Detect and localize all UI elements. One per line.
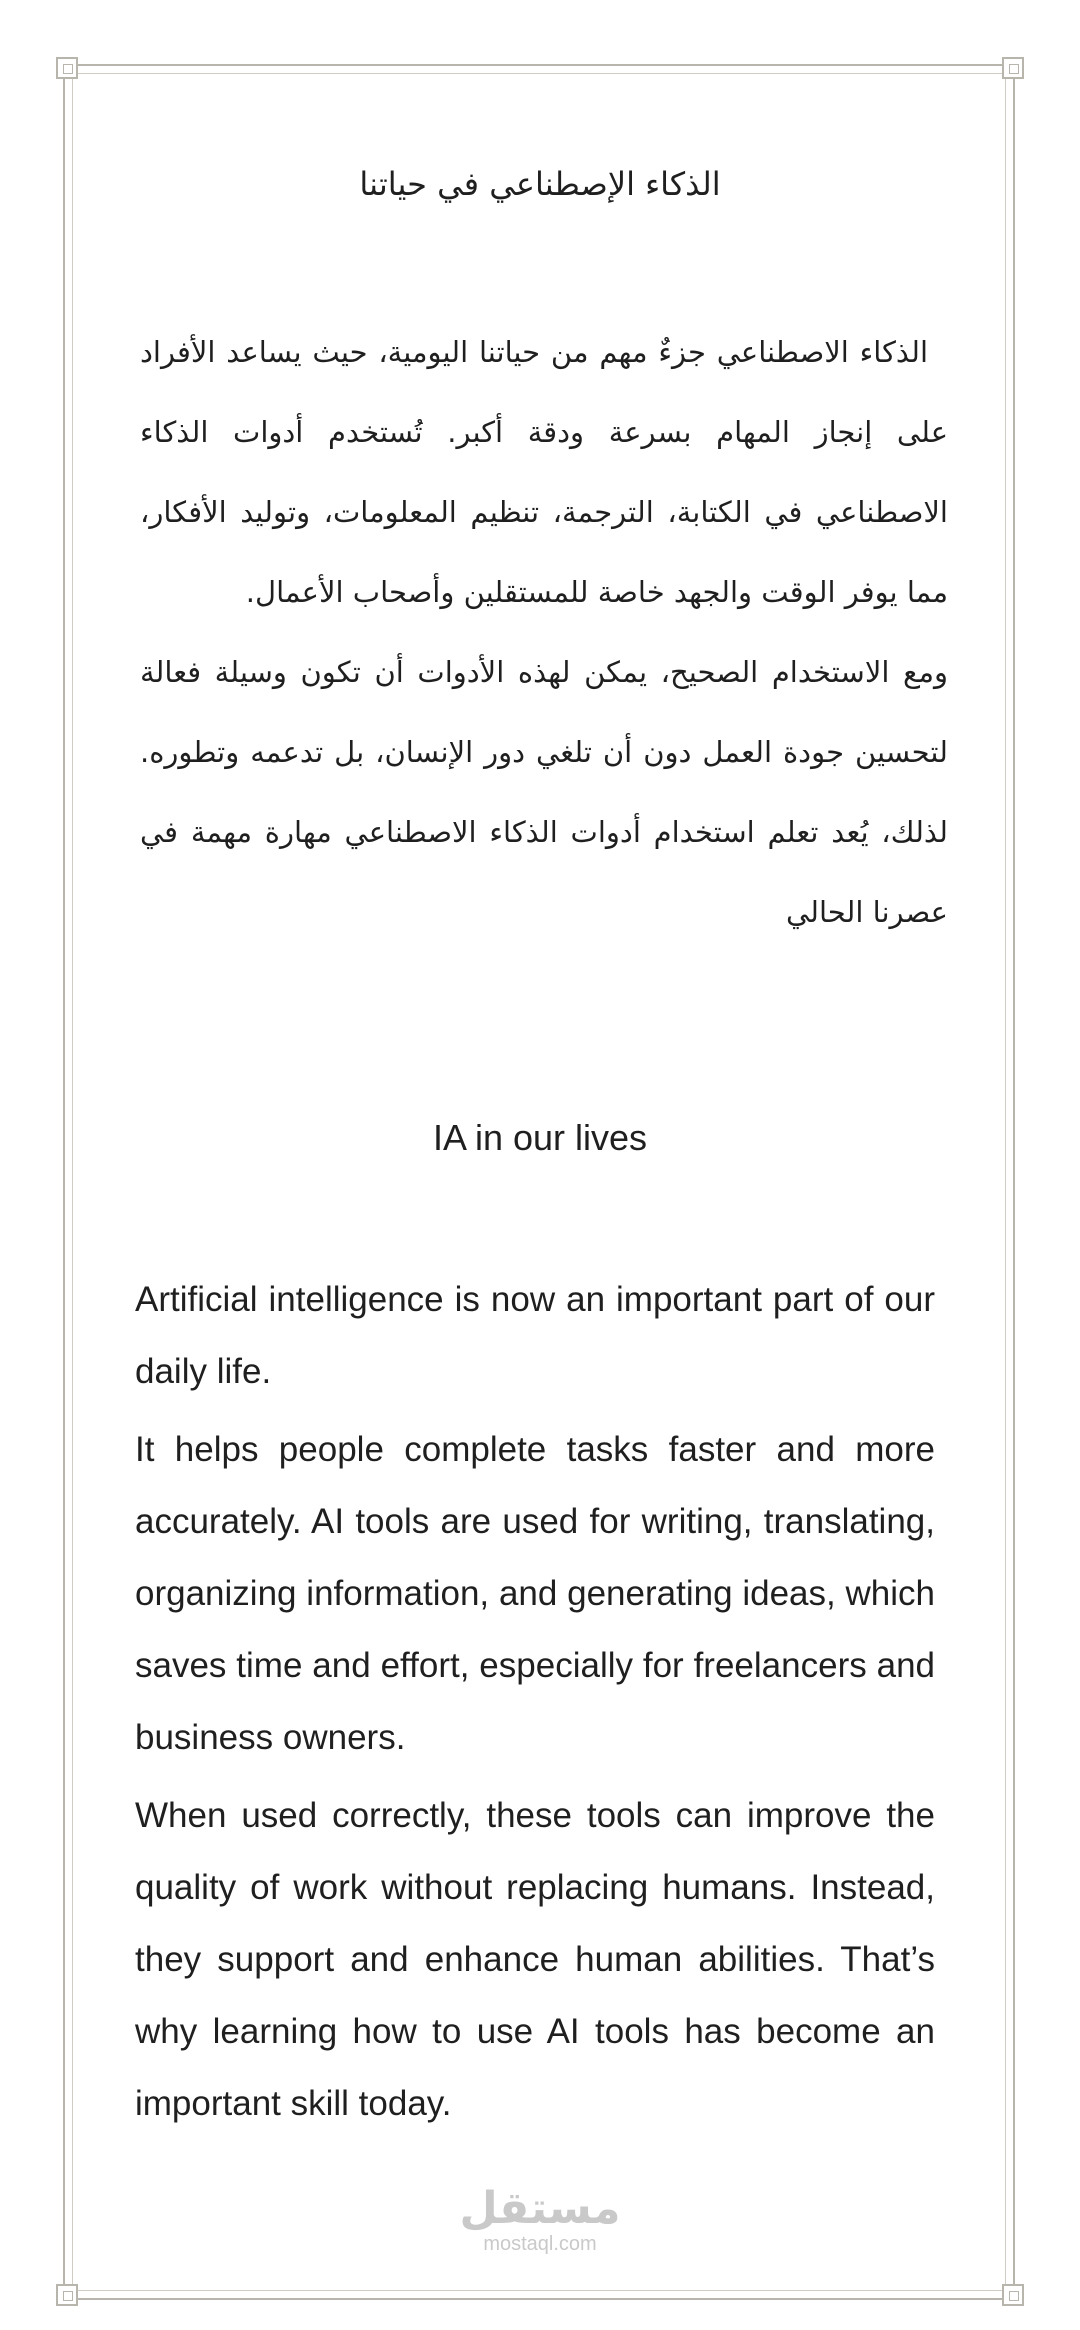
mostaql-watermark xyxy=(445,2185,635,2255)
english-paragraph: It helps people complete tasks faster and more accurately. AI tools are used for writing, translating, organizing information, and generating ideas, which saves time and effort, especially for freelancers and business owners. xyxy=(135,1430,935,1757)
english-title: IA in our lives xyxy=(432,1117,648,1158)
watermark-logo: مستقل xyxy=(459,2183,621,2234)
frame-corner-ornament xyxy=(1002,57,1024,79)
english-paragraph: When used correctly, these tools can improve the quality of work without replacing humans. Instead, they support and enhance human abilities. That’s why learning how to use AI tools has become an important skill today. xyxy=(135,1796,935,2123)
arabic-paragraph: الذكاء الاصطناعي جزءٌ مهم من حياتنا اليومية، حيث يساعد الأفراد على إنجاز المهام بسرعة ودقة أكبر. تُستخدم أدوات الذكاء الاصطناعي في الكتابة، الترجمة، تنظيم المعلومات، وتوليد الأفكار، مما يوفر الوقت والجهد خاصة للمستقلين وأصحاب الأعمال. xyxy=(140,335,948,609)
english-paragraph: Artificial intelligence is now an important part of our daily life. xyxy=(135,1280,935,1391)
frame-corner-ornament xyxy=(1002,2284,1024,2306)
watermark-url: mostaql.com xyxy=(483,2233,597,2255)
arabic-body xyxy=(140,312,948,952)
english-body xyxy=(135,1264,935,2146)
frame-corner-ornament xyxy=(56,57,78,79)
frame-corner-ornament xyxy=(56,2284,78,2306)
arabic-paragraph: ومع الاستخدام الصحيح، يمكن لهذه الأدوات أن تكون وسيلة فعالة لتحسين جودة العمل دون أن تلغي دور الإنسان، بل تدعمه وتطوره. لذلك، يُعد تعلم استخدام أدوات الذكاء الاصطناعي مهارة مهمة في عصرنا الحالي xyxy=(140,655,948,929)
arabic-title: الذكاء الإصطناعي في حياتنا xyxy=(359,165,721,203)
